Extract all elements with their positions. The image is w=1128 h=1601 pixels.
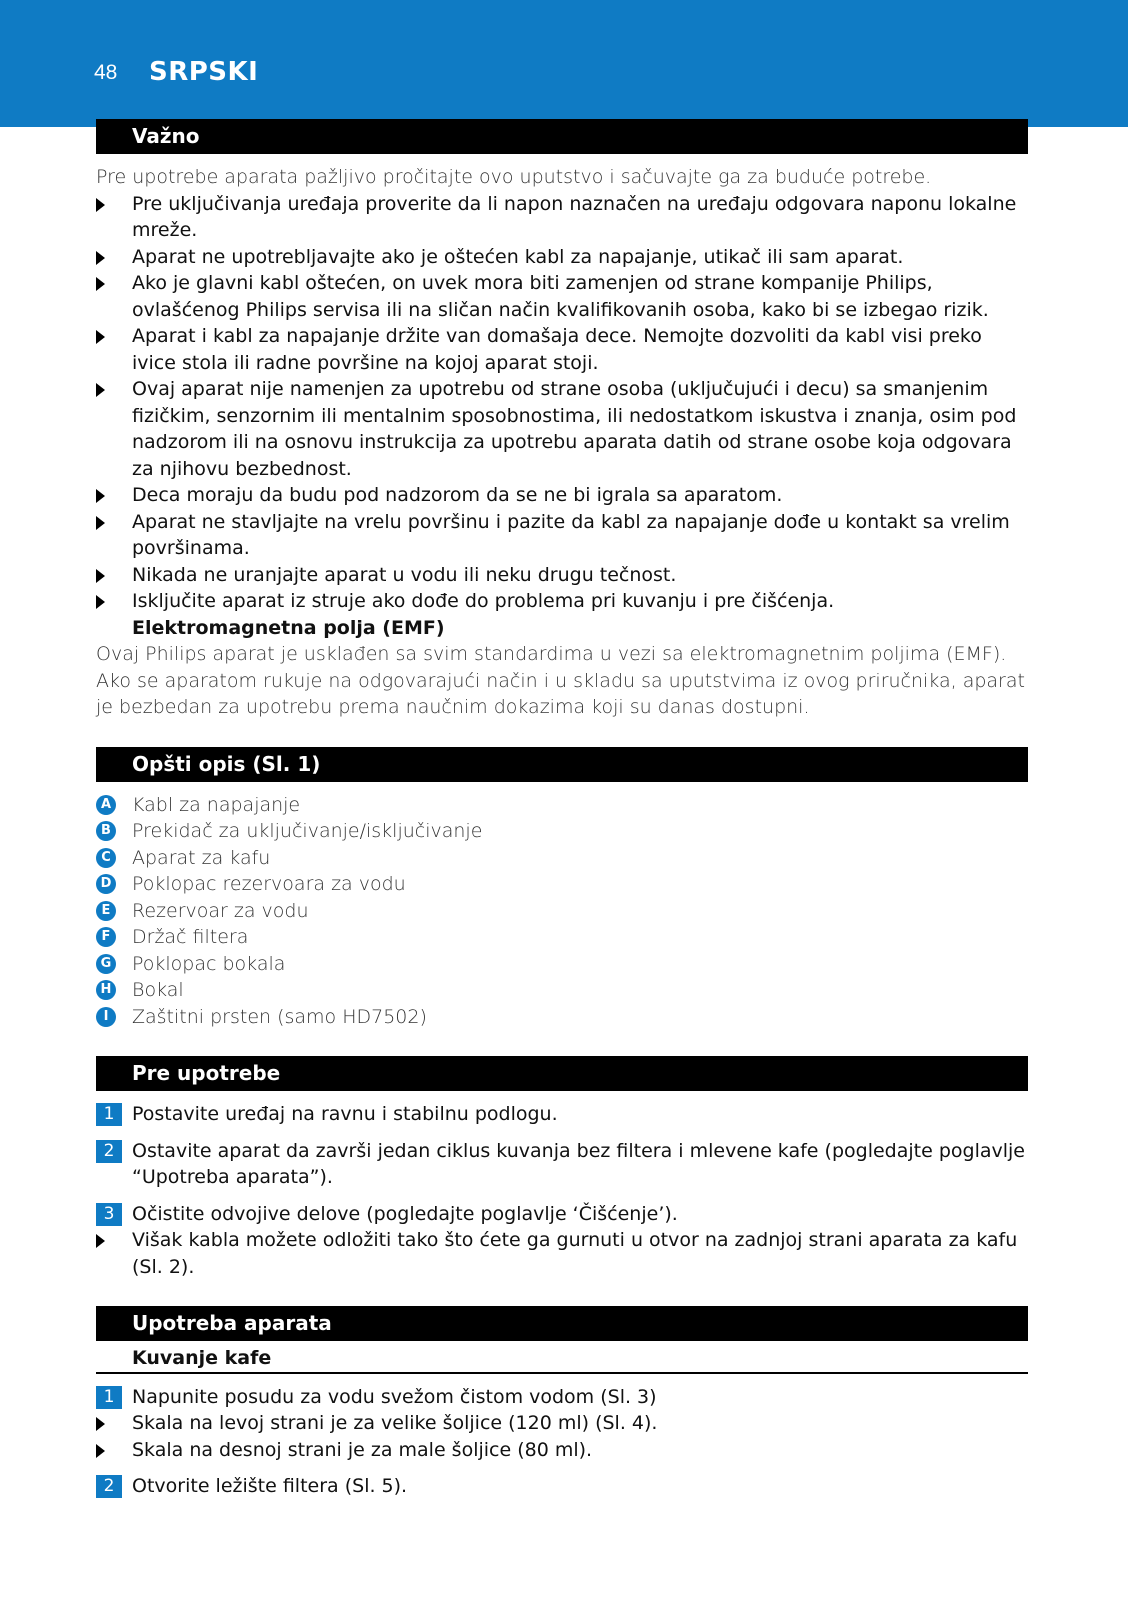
letter-badge: A xyxy=(96,795,116,815)
step-number: 3 xyxy=(96,1203,122,1226)
step-number: 1 xyxy=(96,1386,122,1409)
page-number: 48 xyxy=(94,61,118,84)
list-item: Višak kabla možete odložiti tako što ćete ga gurnuti u otvor na zadnjoj strani aparata za kafu (Sl. 2). xyxy=(96,1227,1028,1280)
item-label: Kabl za napajanje xyxy=(132,793,301,816)
step-number: 2 xyxy=(96,1140,122,1163)
step-text: Ostavite aparat da završi jedan ciklus kuvanja bez filtera i mlevene kafe (pogledajte poglavlje “Upotreba aparata”). xyxy=(132,1139,1025,1188)
step-item xyxy=(96,1101,1028,1128)
step-text: Postavite uređaj na ravnu i stabilnu podlogu. xyxy=(132,1103,558,1125)
list-item: Skala na levoj strani je za velike šoljice (120 ml) (Sl. 4). xyxy=(96,1410,1028,1437)
list-item xyxy=(96,871,1028,898)
item-label: Aparat za kafu xyxy=(132,846,271,869)
list-item: Deca moraju da budu pod nadzorom da se ne bi igrala sa aparatom. xyxy=(96,482,1028,509)
list-item xyxy=(96,977,1028,1004)
letter-badge: B xyxy=(96,821,116,841)
item-label: Rezervoar za vodu xyxy=(132,899,309,922)
list-item: Aparat ne upotrebljavajte ako je oštećen kabl za napajanje, utikač ili sam aparat. xyxy=(96,244,1028,271)
item-label: Poklopac rezervoara za vodu xyxy=(132,873,406,895)
list-item: Ako je glavni kabl oštećen, on uvek mora biti zamenjen od strane kompanije Philips, ovlašćenog Philips servisa ili na sličan način kvalifikovanih osoba, kako bi se izbegao rizik. xyxy=(96,270,1028,323)
step-text: Očistite odvojive delove (pogledajte poglavlje ‘Čišćenje’). xyxy=(132,1202,678,1225)
letter-badge: H xyxy=(96,980,116,1000)
step-number: 2 xyxy=(96,1475,122,1498)
letter-badge: D xyxy=(96,874,116,894)
list-item: Isključite aparat iz struje ako dođe do problema pri kuvanju i pre čišćenja. xyxy=(96,588,1028,615)
section-heading-opsti-opis: Opšti opis (Sl. 1) xyxy=(96,747,1028,782)
emf-heading: Elektromagnetna polja (EMF) xyxy=(132,616,445,639)
letter-badge: I xyxy=(96,1007,116,1027)
letter-badge: F xyxy=(96,927,116,947)
item-label: Prekidač za uključivanje/isključivanje xyxy=(132,820,483,842)
header-band xyxy=(0,0,1128,127)
section-heading-vazno: Važno xyxy=(96,119,1028,154)
page-content xyxy=(96,119,1028,1500)
letter-badge: G xyxy=(96,954,116,974)
letter-badge: C xyxy=(96,848,116,868)
letter-badge: E xyxy=(96,901,116,921)
list-item: Nikada ne uranjajte aparat u vodu ili neku drugu tečnost. xyxy=(96,562,1028,589)
list-item: Aparat ne stavljajte na vrelu površinu i pazite da kabl za napajanje dođe u kontakt sa vrelim površinama. xyxy=(96,509,1028,562)
step-text: Napunite posudu za vodu svežom čistom vodom (Sl. 3) xyxy=(132,1385,657,1408)
step-number: 1 xyxy=(96,1103,122,1126)
list-item: Ovaj aparat nije namenjen za upotrebu od strane osoba (uključujući i decu) sa smanjenim fizičkim, senzornim ili mentalnim sposobnostima, ili nedostatkom iskustva i znanja, osim pod nadzorom ili na osnovu instrukcija za upotrebu aparata datih od strane osobe koja odgovara za njihovu bezbednost. xyxy=(96,376,1028,482)
list-item xyxy=(96,792,1028,819)
list-item: Pre uključivanja uređaja proverite da li napon naznačen na uređaju odgovara naponu lokalne mreže. xyxy=(96,191,1028,244)
list-item xyxy=(96,818,1028,845)
section-heading-pre-upotrebe: Pre upotrebe xyxy=(96,1056,1028,1091)
list-item xyxy=(96,951,1028,978)
list-item xyxy=(96,898,1028,925)
list-item: Skala na desnoj strani je za male šoljice (80 ml). xyxy=(96,1437,1028,1464)
step-text: Otvorite ležište filtera (Sl. 5). xyxy=(132,1475,408,1497)
language-title: SRPSKI xyxy=(149,57,259,87)
section-heading-upotreba: Upotreba aparata xyxy=(96,1306,1028,1341)
emf-text: Ovaj Philips aparat je usklađen sa svim standardima u vezi sa elektromagnetnim poljima (EMF). Ako se aparatom rukuje na odgovarajući način i u skladu sa uputstvima iz ovog priručnika, aparat je bezbedan za upotrebu prema naučnim dokazima koji su danas dostupni. xyxy=(96,643,1025,718)
item-label: Bokal xyxy=(132,979,184,1001)
step-item xyxy=(96,1138,1028,1191)
step-item xyxy=(96,1201,1028,1228)
step-item xyxy=(96,1384,1028,1411)
list-item xyxy=(96,845,1028,872)
item-label: Zaštitni prsten (samo HD7502) xyxy=(132,1005,427,1028)
intro-text: Pre upotrebe aparata pažljivo pročitajte ovo uputstvo i sačuvajte ga za buduće potrebe. xyxy=(96,166,932,188)
step-item xyxy=(96,1473,1028,1500)
subheading-kuvanje-kafe: Kuvanje kafe xyxy=(96,1345,1028,1374)
list-item xyxy=(96,924,1028,951)
item-label: Držač filtera xyxy=(132,926,249,948)
item-label: Poklopac bokala xyxy=(132,952,286,975)
list-item xyxy=(96,1004,1028,1031)
list-item: Aparat i kabl za napajanje držite van domašaja dece. Nemojte dozvoliti da kabl visi preko ivice stola ili radne površine na kojoj aparat stoji. xyxy=(96,323,1028,376)
